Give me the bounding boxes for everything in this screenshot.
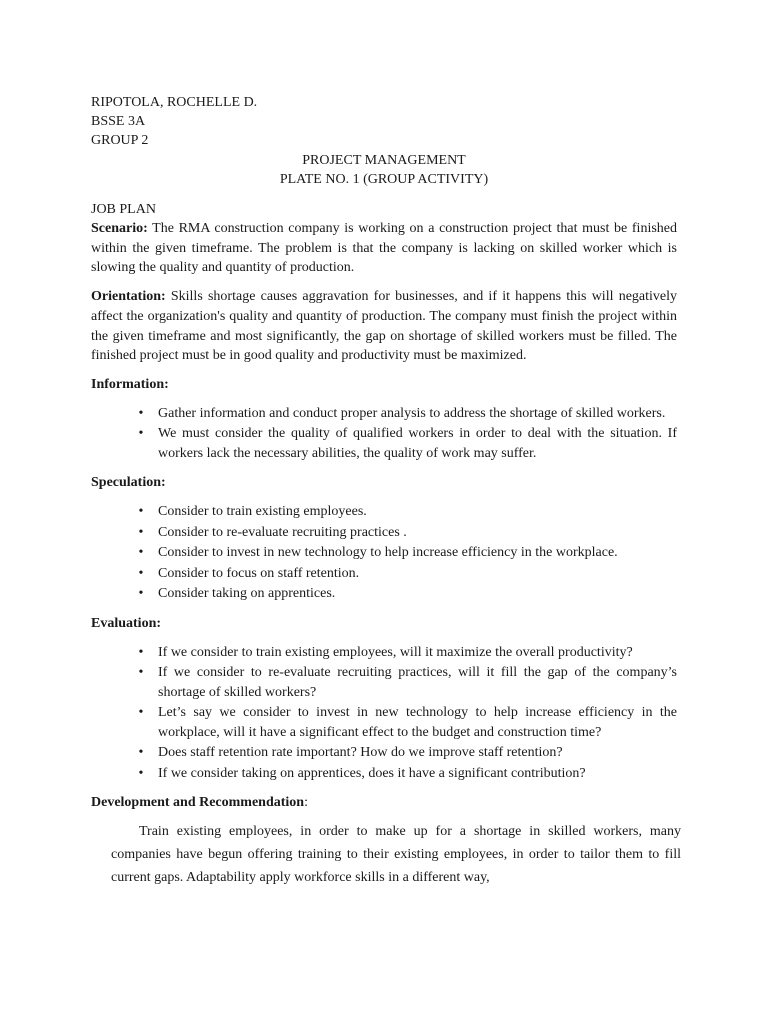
scenario-label: Scenario: [91, 221, 148, 236]
student-section: BSSE 3A [91, 114, 146, 129]
bullet-icon: • [138, 644, 144, 660]
speculation-list [91, 502, 677, 604]
bullet-icon: • [138, 705, 144, 721]
bullet-icon: • [138, 665, 144, 681]
bullet-icon: • [138, 504, 144, 520]
evaluation-heading: Evaluation: [91, 615, 162, 631]
development-paragraph: Train existing employees, in order to make up for a shortage in skilled workers, many companies have begun offering training to their existing employees, in order to tailor them to fill current gaps. Adaptability apply workforce skills in a different way, [111, 824, 681, 885]
list-item: • Consider to re-evaluate recruiting practices . [91, 523, 677, 543]
list-item: • Gather information and conduct proper analysis to address the shortage of skilled workers. [91, 404, 677, 424]
job-plan-section [91, 200, 677, 366]
evaluation-list [91, 643, 677, 784]
development-heading-line [91, 793, 677, 812]
list-item: • We must consider the quality of qualified workers in order to deal with the situation. If workers lack the necessary abilities, the quality of work may suffer. [91, 424, 677, 463]
orientation-label: Orientation: [91, 289, 166, 305]
orientation-paragraph [91, 287, 677, 366]
bullet-icon: • [138, 524, 144, 540]
scenario-paragraph [91, 219, 677, 278]
list-item: • Consider to invest in new technology to help increase efficiency in the workplace. [91, 543, 677, 563]
student-group: GROUP 2 [91, 133, 149, 148]
student-name: RIPOTOLA, ROCHELLE D. [91, 95, 258, 110]
bullet-icon: • [138, 426, 144, 442]
list-item: • If we consider to train existing employees, will it maximize the overall productivity? [91, 643, 677, 663]
course-title: PROJECT MANAGEMENT [302, 153, 466, 168]
bullet-icon: • [138, 545, 144, 561]
job-plan-heading: JOB PLAN [91, 202, 156, 217]
list-item: • Let’s say we consider to invest in new technology to help increase efficiency in the workplace, will it have a significant effect to the budget and construction time? [91, 703, 677, 742]
scenario-text: The RMA construction company is working on a construction project that must be finished within the given timeframe. The problem is that the company is lacking on skilled worker which is slowing the quality and quantity of production. [91, 221, 677, 276]
plate-title: PLATE NO. 1 (GROUP ACTIVITY) [279, 172, 489, 187]
bullet-icon: • [138, 765, 144, 781]
bullet-icon: • [138, 405, 144, 421]
list-item: • If we consider to re-evaluate recruiting practices, will it fill the gap of the company’s shortage of skilled workers? [91, 663, 677, 702]
orientation-text: Skills shortage causes aggravation for businesses, and if it happens this will negatively affect the organization's quality and quantity of production. The company must finish the project within the given timeframe and most significantly, the gap on shortage of skilled workers must be filled. The finished project must be in good quality and productivity must be maximized. [91, 289, 677, 364]
document-page [91, 93, 681, 903]
speculation-heading: Speculation: [91, 475, 166, 491]
bullet-icon: • [138, 586, 144, 602]
list-item: • Does staff retention rate important? How do we improve staff retention? [91, 743, 677, 763]
information-heading: Information: [91, 376, 169, 392]
list-item: • If we consider taking on apprentices, does it have a significant contribution? [91, 764, 677, 784]
information-list [91, 404, 677, 464]
list-item: • Consider to train existing employees. [91, 502, 677, 522]
bullet-icon: • [138, 745, 144, 761]
list-item: • Consider taking on apprentices. [91, 584, 677, 604]
list-item: • Consider to focus on staff retention. [91, 564, 677, 584]
development-heading: Development and Recommendation [91, 795, 305, 811]
development-colon: : [304, 795, 308, 811]
bullet-icon: • [138, 565, 144, 581]
